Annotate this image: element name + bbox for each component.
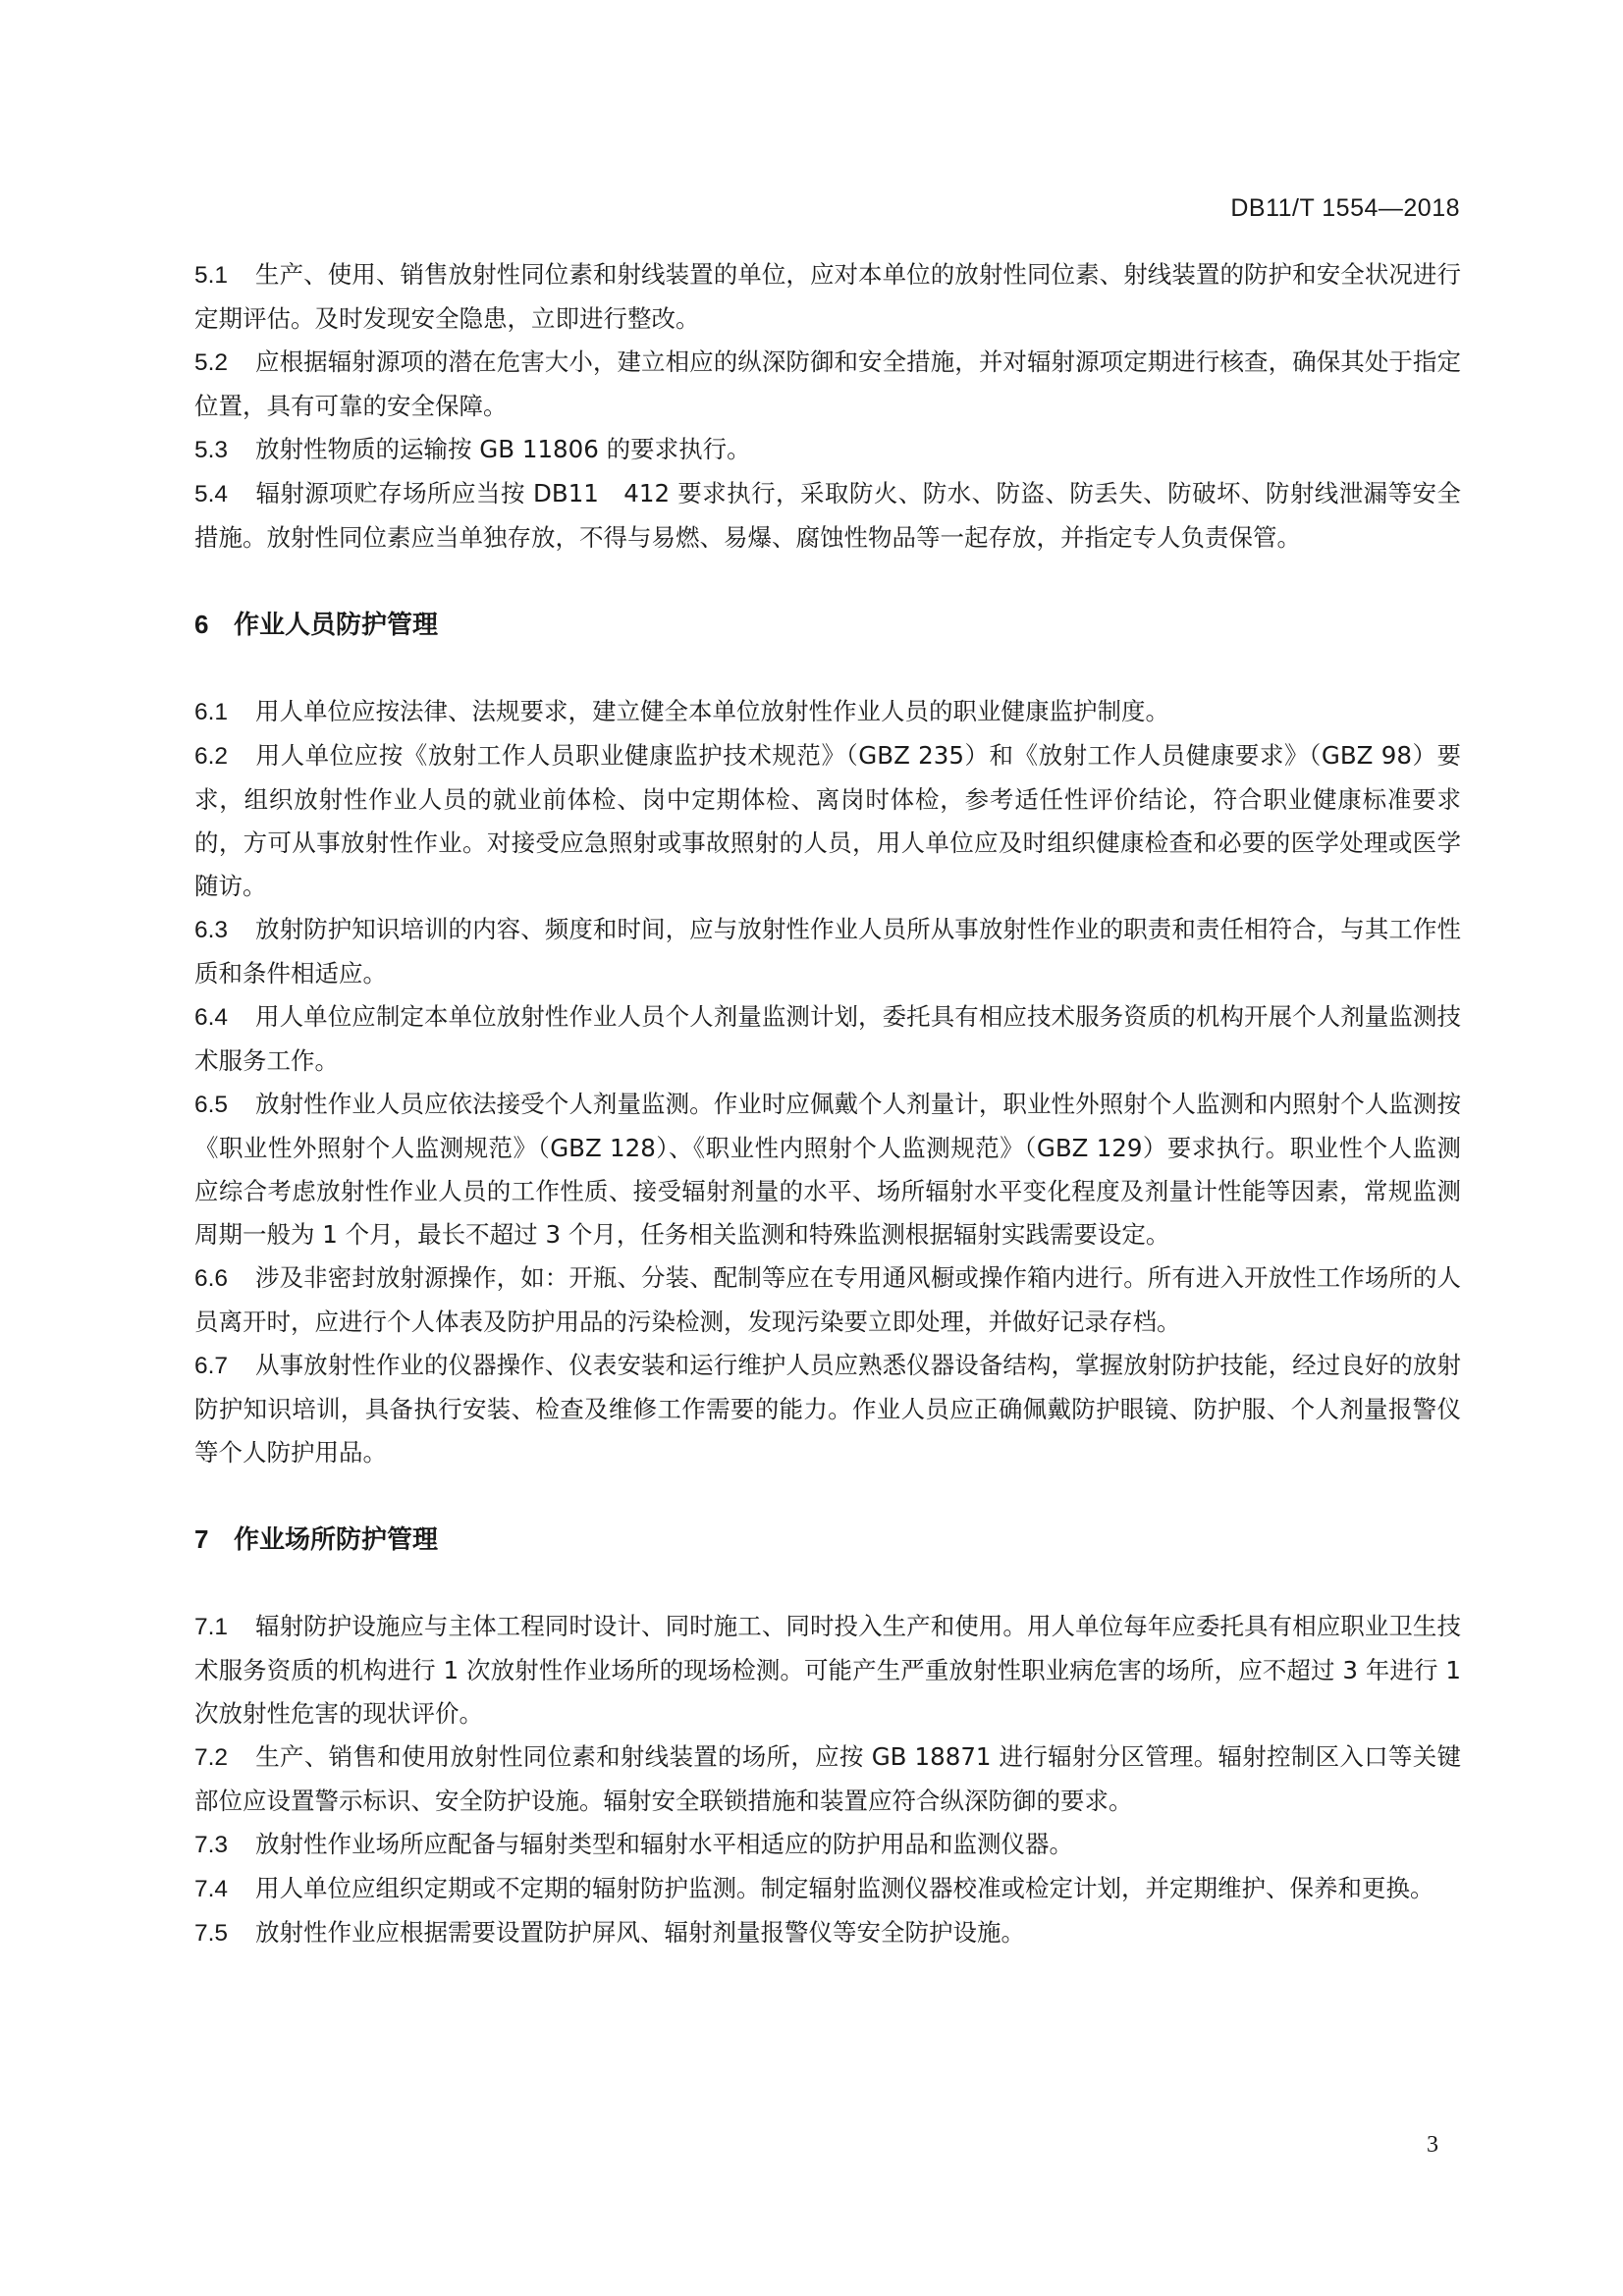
clause-number: 5.3 — [194, 437, 229, 463]
clause-7-5 — [194, 1911, 1461, 1955]
clause-5-4 — [194, 472, 1461, 560]
clause-number: 6.1 — [194, 699, 229, 725]
clause-text: 用人单位应按《放射工作人员职业健康监护技术规范》（GBZ 235）和《放射工作人员健康要求》（GBZ 98）要求，组织放射性作业人员的就业前体检、岗中定期体检、离岗时体检，参考适任性评价结论，符合职业健康标准要求的，方可从事放射性作业。对接受应急照射或事故照射的人员，用人单位应及时组织健康检查和必要的医学处理或医学随访。 — [194, 741, 1461, 900]
clause-6-7 — [194, 1344, 1461, 1474]
clause-number: 7.5 — [194, 1920, 229, 1947]
clause-text: 应根据辐射源项的潜在危害大小，建立相应的纵深防御和安全措施，并对辐射源项定期进行核查，确保其处于指定位置，具有可靠的安全保障。 — [194, 347, 1461, 420]
clause-6-1 — [194, 690, 1461, 734]
clause-text: 辐射防护设施应与主体工程同时设计、同时施工、同时投入生产和使用。用人单位每年应委托具有相应职业卫生技术服务资质的机构进行 1 次放射性作业场所的现场检测。可能产生严重放射性职业病危害的场所，应不超过 3 年进行 1 次放射性危害的现状评价。 — [194, 1612, 1461, 1728]
clause-6-2 — [194, 734, 1461, 908]
clause-number: 7.2 — [194, 1744, 229, 1771]
clause-number: 7.1 — [194, 1614, 229, 1640]
clause-text: 生产、使用、销售放射性同位素和射线装置的单位，应对本单位的放射性同位素、射线装置的防护和安全状况进行定期评估。及时发现安全隐患，立即进行整改。 — [194, 260, 1461, 333]
clause-number: 6.4 — [194, 1004, 229, 1031]
clause-6-3 — [194, 908, 1461, 995]
clause-7-1 — [194, 1605, 1461, 1735]
page-number: 3 — [1427, 2132, 1438, 2158]
clause-text: 用人单位应制定本单位放射性作业人员个人剂量监测计划，委托具有相应技术服务资质的机构开展个人剂量监测技术服务工作。 — [194, 1002, 1461, 1075]
clause-5-3 — [194, 428, 1461, 472]
clause-7-2 — [194, 1735, 1461, 1823]
clause-text: 放射性作业人员应依法接受个人剂量监测。作业时应佩戴个人剂量计，职业性外照射个人监测和内照射个人监测按《职业性外照射个人监测规范》（GBZ 128）、《职业性内照射个人监测规范》（GBZ 129）要求执行。职业性个人监测应综合考虑放射性作业人员的工作性质、接受辐射剂量的水平、场所辐射水平变化程度及剂量计性能等因素，常规监测周期一般为 1 个月，最长不超过 3 个月，任务相关监测和特殊监测根据辐射实践需要设定。 — [194, 1090, 1461, 1249]
section-number: 7 — [194, 1524, 209, 1554]
section-heading-6 — [194, 603, 1461, 647]
clause-text: 放射性作业场所应配备与辐射类型和辐射水平相适应的防护用品和监测仪器。 — [255, 1830, 1073, 1858]
clause-text: 放射防护知识培训的内容、频度和时间，应与放射性作业人员所从事放射性作业的职责和责任相符合，与其工作性质和条件相适应。 — [194, 915, 1461, 988]
clause-number: 7.4 — [194, 1876, 229, 1902]
clause-number: 6.7 — [194, 1353, 229, 1379]
clause-5-2 — [194, 341, 1461, 428]
clause-text: 放射性作业应根据需要设置防护屏风、辐射剂量报警仪等安全防护设施。 — [255, 1918, 1025, 1947]
clause-7-3 — [194, 1823, 1461, 1867]
section-number: 6 — [194, 610, 209, 639]
clause-number: 6.2 — [194, 743, 229, 770]
document-code-header: DB11/T 1554—2018 — [1230, 194, 1460, 222]
clause-text: 用人单位应按法律、法规要求，建立健全本单位放射性作业人员的职业健康监护制度。 — [255, 697, 1169, 725]
clause-text: 生产、销售和使用放射性同位素和射线装置的场所，应按 GB 18871 进行辐射分区管理。辐射控制区入口等关键部位应设置警示标识、安全防护设施。辐射安全联锁措施和装置应符合纵深防御的要求。 — [194, 1742, 1461, 1815]
clause-number: 6.3 — [194, 917, 229, 943]
clause-number: 5.2 — [194, 349, 229, 376]
clause-text: 辐射源项贮存场所应当按 DB11 412 要求执行，采取防火、防水、防盗、防丢失、防破坏、防射线泄漏等安全措施。放射性同位素应当单独存放，不得与易燃、易爆、腐蚀性物品等一起存放，并指定专人负责保管。 — [194, 479, 1461, 552]
section-title: 作业人员防护管理 — [234, 611, 439, 640]
clause-number: 6.5 — [194, 1092, 229, 1118]
clause-7-4 — [194, 1867, 1461, 1911]
clause-text: 从事放射性作业的仪器操作、仪表安装和运行维护人员应熟悉仪器设备结构，掌握放射防护技能，经过良好的放射防护知识培训，具备执行安装、检查及维修工作需要的能力。作业人员应正确佩戴防护眼镜、防护服、个人剂量报警仪等个人防护用品。 — [194, 1351, 1461, 1467]
clause-number: 5.1 — [194, 262, 229, 289]
clause-5-1 — [194, 253, 1461, 341]
clause-text: 放射性物质的运输按 GB 11806 的要求执行。 — [255, 435, 751, 463]
clause-6-4 — [194, 995, 1461, 1083]
section-title: 作业场所防护管理 — [234, 1525, 439, 1555]
clause-number: 5.4 — [194, 481, 229, 507]
clause-6-6 — [194, 1256, 1461, 1344]
clause-text: 用人单位应组织定期或不定期的辐射防护监测。制定辐射监测仪器校准或检定计划，并定期维护、保养和更换。 — [255, 1874, 1434, 1902]
clause-number: 7.3 — [194, 1832, 229, 1858]
clause-number: 6.6 — [194, 1265, 229, 1292]
section-heading-7 — [194, 1518, 1461, 1562]
clause-text: 涉及非密封放射源操作，如：开瓶、分装、配制等应在专用通风橱或操作箱内进行。所有进入开放性工作场所的人员离开时，应进行个人体表及防护用品的污染检测，发现污染要立即处理，并做好记录存档。 — [194, 1263, 1461, 1336]
page-body — [194, 253, 1461, 1955]
clause-6-5 — [194, 1083, 1461, 1256]
